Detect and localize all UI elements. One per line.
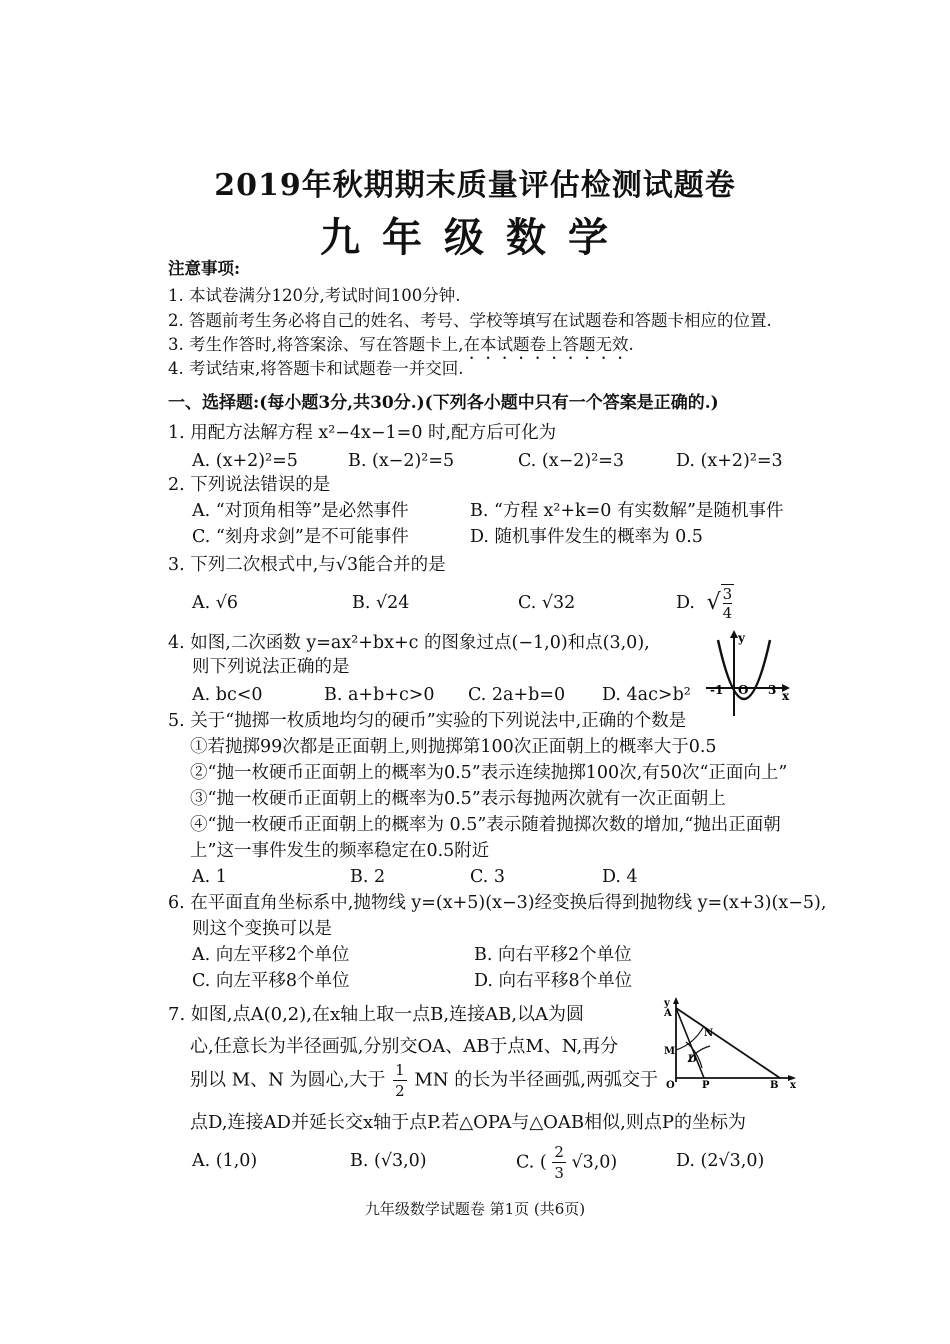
q4-parabola-figure [700, 628, 792, 720]
q3-option-c: C. √32 [518, 593, 576, 613]
q7-half-fraction [393, 1060, 407, 1101]
q4-y-label: y [738, 631, 745, 645]
q4-option-c: C. 2a+b=0 [468, 685, 566, 705]
q7-triangle-figure [658, 996, 798, 1090]
q7-option-a: A. (1,0) [192, 1151, 258, 1171]
q6-option-c: C. 向左平移8个单位 [192, 971, 350, 991]
q7-c-numerator: 2 [554, 1143, 564, 1161]
q2-option-d: D. 随机事件发生的概率为 0.5 [470, 527, 703, 547]
q5-option-c: C. 3 [470, 867, 506, 887]
q7-option-c-fraction [552, 1142, 566, 1183]
q7-y-arrow [673, 997, 679, 1004]
q7-label-y: y [664, 998, 670, 1009]
q3-option-d-label: D. [676, 593, 695, 613]
q3-option-d [676, 584, 734, 622]
q3-d-denominator: 4 [722, 604, 733, 622]
page-footer: 九年级数学试题卷 第1页 (共6页) [364, 1200, 586, 1218]
q4-stem-line1: 4. 如图,二次函数 y=ax²+bx+c 的图象过点(−1,0)和点(3,0), [168, 633, 650, 653]
q7-option-c-prefix: C. ( [516, 1152, 547, 1173]
q6-option-b: B. 向右平移2个单位 [474, 945, 632, 965]
q7-label-n: N [704, 1028, 714, 1039]
q3-stem: 3. 下列二次根式中,与√3能合并的是 [168, 555, 446, 575]
q7-label-x: x [790, 1080, 796, 1090]
q7-line3-part1: 别以 M、N 为圆心,大于 [190, 1069, 386, 1091]
q2-option-a: A. “对顶角相等”是必然事件 [192, 501, 409, 521]
q3-option-a: A. √6 [192, 593, 239, 613]
q5-statement-4b: 上”这一事件发生的频率稳定在0.5附近 [190, 841, 490, 861]
q4-option-b: B. a+b+c>0 [324, 685, 435, 705]
q7-segment-ab [676, 1008, 780, 1078]
exam-title: 2019年秋期期末质量评估检测试题卷 [214, 168, 736, 203]
note-item-3-text: 3. 考生作答时,将答案涂、写在答题卡上, [168, 335, 464, 354]
q4-y-arrow [730, 630, 738, 638]
q7-label-p: P [702, 1080, 710, 1090]
q5-statement-3: ③“抛一枚硬币正面朝上的概率为0.5”表示每抛两次就有一次正面朝上 [190, 789, 726, 809]
q1-option-b: B. (x−2)²=5 [348, 451, 455, 471]
q7-c-denominator: 3 [554, 1164, 564, 1182]
q7-label-d: D [688, 1054, 697, 1065]
q4-origin-label: O [738, 683, 749, 697]
q6-stem-line2: 则这个变换可以是 [192, 919, 332, 939]
q7-option-c-suffix: √3,0) [571, 1152, 618, 1173]
q5-statement-1: ①若抛掷99次都是正面朝上,则抛掷第100次正面朝上的概率大于0.5 [190, 737, 717, 757]
q5-option-d: D. 4 [602, 867, 638, 887]
q7-half-denominator: 2 [395, 1082, 405, 1100]
q5-stem: 5. 关于“抛掷一枚质地均匀的硬币”实验的下列说法中,正确的个数是 [168, 711, 687, 731]
q7-option-b: B. (√3,0) [350, 1151, 427, 1171]
q1-option-c: C. (x−2)²=3 [518, 451, 625, 471]
notes-heading: 注意事项: [168, 259, 241, 278]
note-item-2: 2. 答题前考生务必将自己的姓名、考号、学校等填写在试题卷和答题卡相应的位置. [168, 311, 772, 330]
q6-stem-line1: 6. 在平面直角坐标系中,抛物线 y=(x+5)(x−3)经变换后得到抛物线 y=(x+3)(x−5), [168, 893, 827, 913]
exam-subject: 九年级数学 [320, 214, 630, 261]
q4-x-label: x [782, 689, 790, 703]
q3-option-b: B. √24 [352, 593, 410, 613]
q5-option-a: A. 1 [192, 867, 227, 887]
q7-line1: 7. 如图,点A(0,2),在x轴上取一点B,连接AB,以A为圆 [168, 1004, 585, 1025]
q4-3-label: 3 [768, 683, 777, 697]
q2-stem: 2. 下列说法错误的是 [168, 475, 331, 495]
q7-line4: 点D,连接AD并延长交x轴于点P.若△OPA与△OAB相似,则点P的坐标为 [190, 1112, 746, 1133]
q7-label-o: O [666, 1080, 675, 1090]
q7-line3-part2: MN 的长为半径画弧,两弧交于 [414, 1069, 658, 1091]
q4-option-a: A. bc<0 [192, 685, 263, 705]
q1-option-a: A. (x+2)²=5 [192, 451, 298, 471]
q7-option-d: D. (2√3,0) [676, 1151, 765, 1171]
q7-label-b: B [770, 1080, 779, 1090]
q6-option-d: D. 向右平移8个单位 [474, 971, 633, 991]
q4-stem-line2: 则下列说法正确的是 [192, 657, 350, 677]
q4-option-d: D. 4ac>b² [602, 685, 691, 705]
q1-option-d: D. (x+2)²=3 [676, 451, 783, 471]
q7-half-numerator: 1 [395, 1061, 405, 1079]
q2-option-b: B. “方程 x²+k=0 有实数解”是随机事件 [470, 501, 784, 521]
q6-option-a: A. 向左平移2个单位 [192, 945, 350, 965]
section-1-heading: 一、选择题:(每小题3分,共30分.)(下列各小题中只有一个答案是正确的.) [168, 393, 719, 413]
q5-statement-4a: ④“抛一枚硬币正面朝上的概率为 0.5”表示随着抛掷次数的增加,“抛出正面朝 [190, 815, 781, 835]
q3-option-d-root: √ $\frac{3}{4}$ [706, 585, 733, 622]
note-item-4: 4. 考试结束,将答题卡和试题卷一并交回. [168, 359, 464, 378]
q5-statement-2: ②“抛一枚硬币正面朝上的概率为0.5”表示连续抛掷100次,有50次“正面向上” [190, 763, 788, 783]
q3-d-numerator: 3 [722, 585, 733, 603]
q4-neg1-label: -1 [710, 683, 724, 697]
q7-line3 [190, 1060, 658, 1101]
note-item-1: 1. 本试卷满分120分,考试时间100分钟. [168, 286, 461, 305]
q5-option-b: B. 2 [350, 867, 386, 887]
q2-option-c: C. “刻舟求剑”是不可能事件 [192, 527, 409, 547]
note-item-3-emphasis: 在本试题卷上答题无效. [463, 335, 634, 354]
q7-label-a: A [664, 1008, 672, 1019]
q7-option-c [516, 1142, 617, 1183]
q7-line2: 心,任意长为半径画弧,分别交OA、AB于点M、N,再分 [190, 1036, 619, 1057]
q1-stem: 1. 用配方法解方程 x²−4x−1=0 时,配方后可化为 [168, 423, 557, 443]
q7-label-m: M [664, 1046, 676, 1057]
